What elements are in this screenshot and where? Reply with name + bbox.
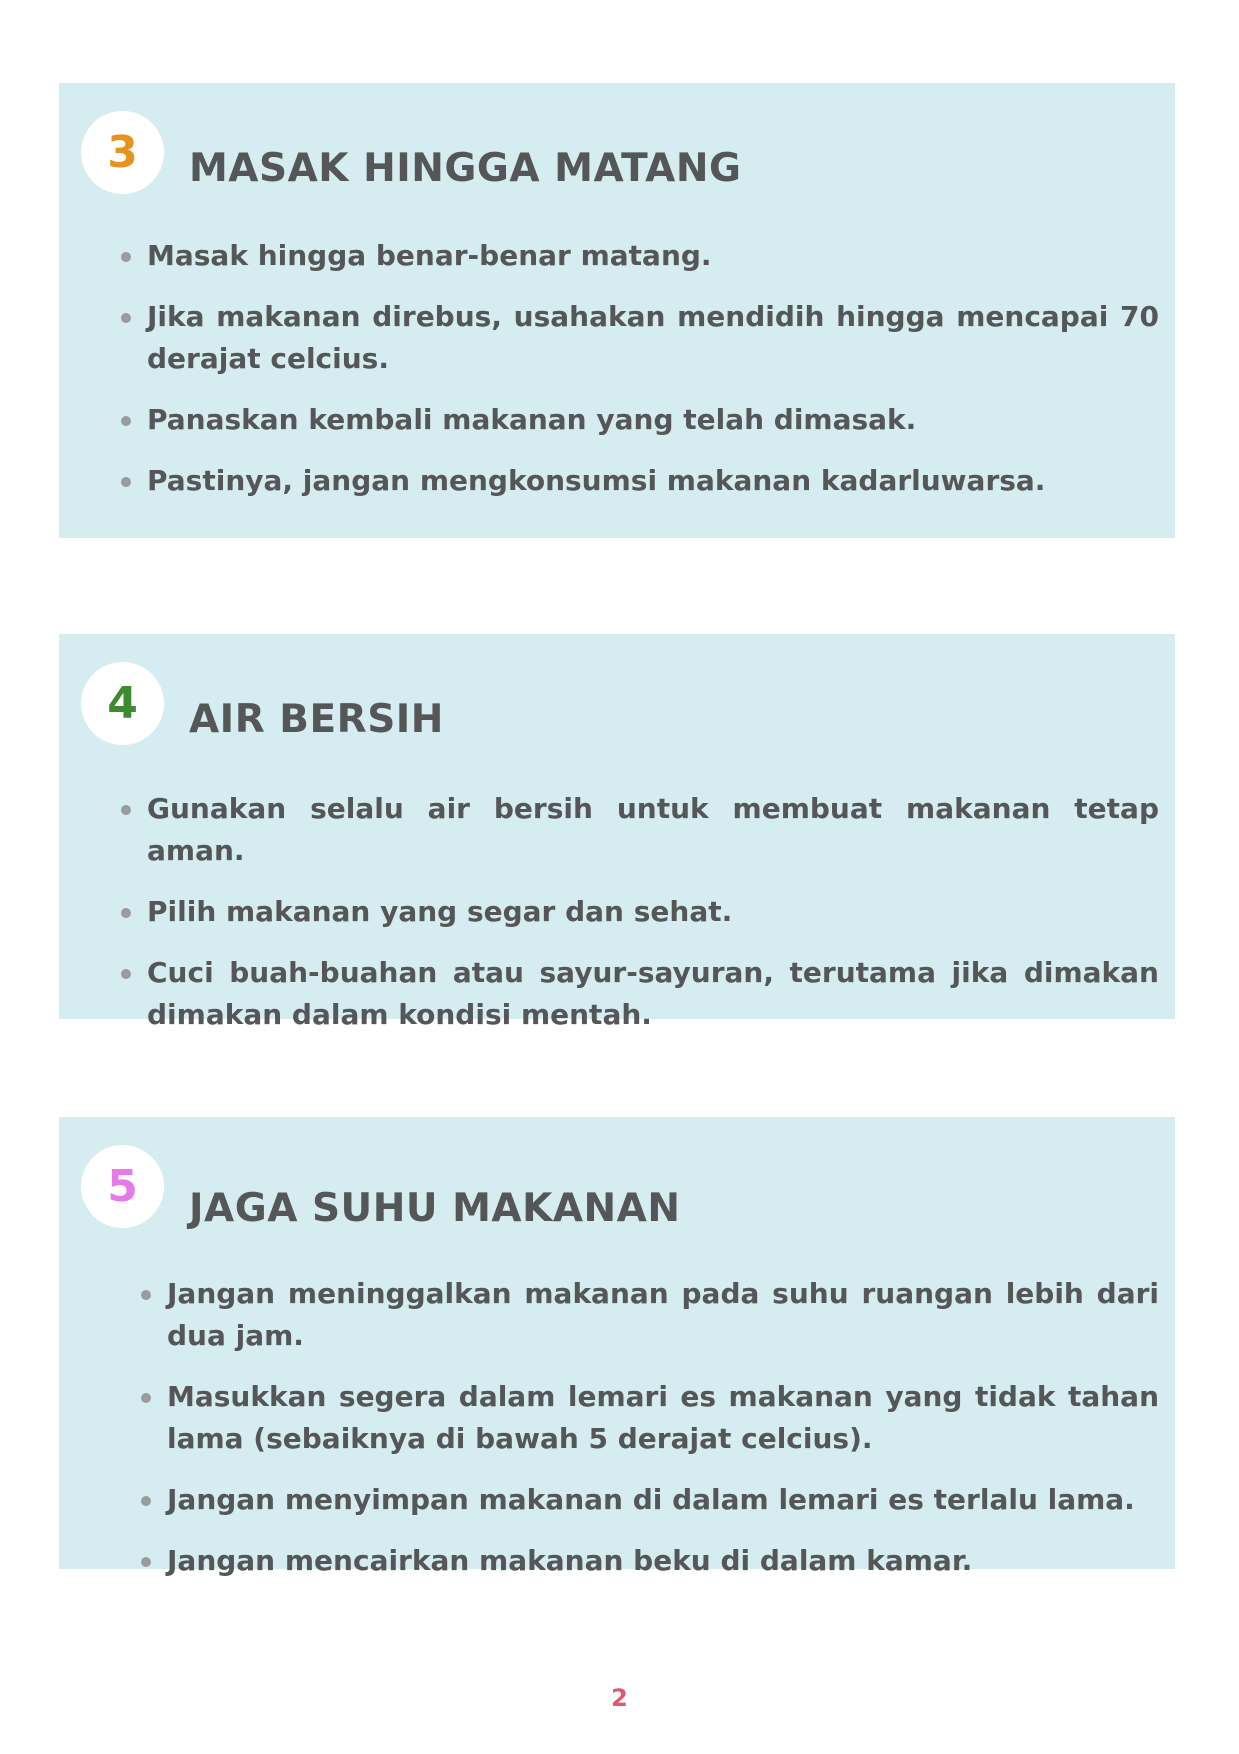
section-title: JAGA SUHU MAKANAN bbox=[189, 1186, 681, 1231]
bullet-list bbox=[139, 1273, 1159, 1601]
list-item: Pastinya, jangan mengkonsumsi makanan kadarluwarsa. bbox=[119, 460, 1159, 502]
list-item: Jangan mencairkan makanan beku di dalam kamar. bbox=[139, 1540, 1159, 1582]
list-item: Pilih makanan yang segar dan sehat. bbox=[119, 891, 1159, 933]
list-item: Gunakan selalu air bersih untuk membuat makanan tetap aman. bbox=[119, 788, 1159, 872]
list-item: Masukkan segera dalam lemari es makanan yang tidak tahan lama (sebaiknya di bawah 5 derajat celcius). bbox=[139, 1376, 1159, 1460]
section-jaga-suhu-makanan bbox=[59, 1117, 1175, 1577]
list-item: Jangan meninggalkan makanan pada suhu ruangan lebih dari dua jam. bbox=[139, 1273, 1159, 1357]
bullet-list bbox=[119, 235, 1159, 521]
list-item: Masak hingga benar-benar matang. bbox=[119, 235, 1159, 277]
page-number: 2 bbox=[611, 1684, 628, 1712]
section-air-bersih bbox=[59, 634, 1175, 1031]
list-item: Panaskan kembali makanan yang telah dimasak. bbox=[119, 399, 1159, 441]
section-number-badge: 4 bbox=[81, 662, 164, 745]
list-item: Jangan menyimpan makanan di dalam lemari es terlalu lama. bbox=[139, 1479, 1159, 1521]
list-item: Jika makanan direbus, usahakan mendidih hingga mencapai 70 derajat celcius. bbox=[119, 296, 1159, 380]
section-number-badge: 3 bbox=[81, 111, 164, 194]
section-title: MASAK HINGGA MATANG bbox=[189, 146, 742, 191]
section-masak-hingga-matang bbox=[59, 83, 1175, 538]
section-title: AIR BERSIH bbox=[189, 697, 444, 742]
list-item: Cuci buah-buahan atau sayur-sayuran, terutama jika dimakan dimakan dalam kondisi mentah. bbox=[119, 952, 1159, 1036]
section-number-badge: 5 bbox=[81, 1145, 164, 1228]
bullet-list bbox=[119, 788, 1159, 1055]
